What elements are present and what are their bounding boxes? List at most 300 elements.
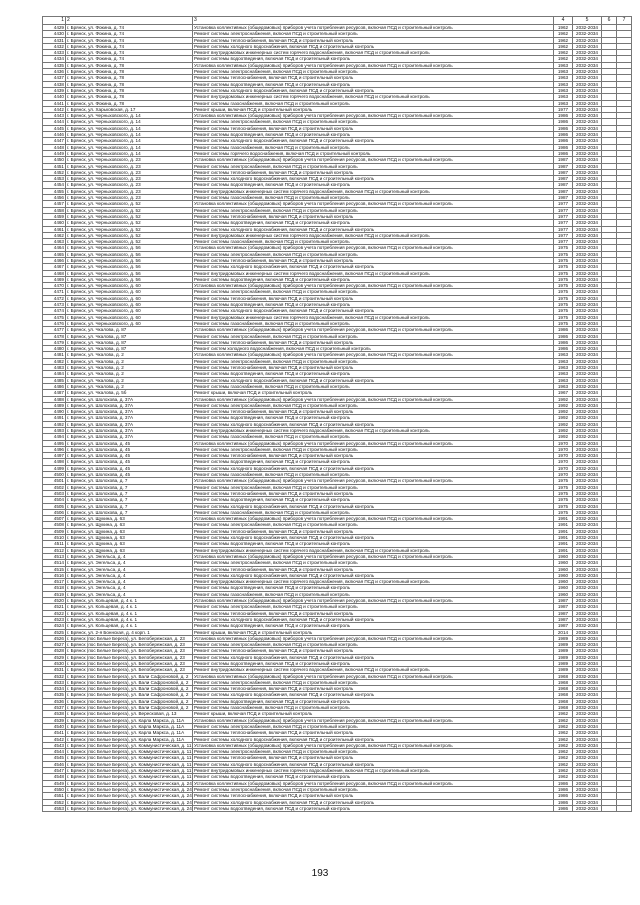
address-cell: г. Брянск, ул. Шолохова, д. 37А bbox=[66, 428, 193, 434]
work-type-cell: Ремонт системы водоотведения, включая ПСД и строительный контроль bbox=[193, 302, 554, 308]
address-cell: г. Брянск, ул. Шолохова, д. 7 bbox=[66, 478, 193, 484]
period-cell: 2032-2034 bbox=[573, 333, 602, 339]
work-type-cell: Ремонт системы теплоснабжения, включая ПСД и строительный контроль bbox=[193, 610, 554, 616]
address-cell: г. Брянск, ул. Кольцевая, д. 4 к. 1 bbox=[66, 610, 193, 616]
work-type-cell: Ремонт системы водоотведения, включая ПСД и строительный контроль bbox=[193, 497, 554, 503]
work-type-cell: Ремонт системы газоснабжения, включая ПСД и строительный контроль bbox=[193, 100, 554, 106]
build-year-cell: 1975 bbox=[554, 264, 573, 270]
work-type-cell: Ремонт системы водоотведения, включая ПСД и строительный контроль bbox=[193, 56, 554, 62]
period-cell: 2032-2034 bbox=[573, 377, 602, 383]
build-year-cell: 1962 bbox=[554, 736, 573, 742]
work-type-cell: Установка коллективных (общедомовых) приборов учета потребления ресурсов, включая ПСД и строительный контроль bbox=[193, 283, 554, 289]
build-year-cell: 1986 bbox=[554, 138, 573, 144]
row-number-cell: 4467 bbox=[43, 264, 66, 270]
row-number-cell: 4444 bbox=[43, 119, 66, 125]
period-cell: 2032-2034 bbox=[573, 37, 602, 43]
work-type-cell: Ремонт системы водоотведения, включая ПСД и строительный контроль bbox=[193, 774, 554, 780]
build-year-cell: 1986 bbox=[554, 799, 573, 805]
address-cell: г. Брянск (пос Белые Берега), ул. Вали Сафроновой, д. 2 bbox=[66, 692, 193, 698]
period-cell: 2032-2034 bbox=[573, 610, 602, 616]
build-year-cell: 1975 bbox=[554, 314, 573, 320]
address-cell: г. Брянск (пос Белые Берега), ул. Белобережская, д. 23 bbox=[66, 635, 193, 641]
period-cell: 2032-2034 bbox=[573, 157, 602, 163]
build-year-cell: 1962 bbox=[554, 768, 573, 774]
work-type-cell: Ремонт системы водоотведения, включая ПСД и строительный контроль bbox=[193, 371, 554, 377]
row-number-cell: 4448 bbox=[43, 144, 66, 150]
period-cell: 2032-2034 bbox=[573, 213, 602, 219]
work-type-cell: Ремонт системы электроснабжения, включая ПСД и строительный контроль bbox=[193, 522, 554, 528]
row-number-cell: 4484 bbox=[43, 371, 66, 377]
work-type-cell: Установка коллективных (общедомовых) приборов учета потребления ресурсов, включая ПСД и строительный контроль bbox=[193, 553, 554, 559]
row-number-cell: 4474 bbox=[43, 308, 66, 314]
address-cell: г. Брянск, ул. Черныховского, д. 60 bbox=[66, 295, 193, 301]
work-type-cell: Ремонт системы теплоснабжения, включая ПСД и строительный контроль bbox=[193, 648, 554, 654]
build-year-cell: 1987 bbox=[554, 604, 573, 610]
work-type-cell: Ремонт системы водоотведения, включая ПСД и строительный контроль bbox=[193, 660, 554, 666]
address-cell: г. Брянск (пос Белые Берега), ул. Карла Маркса, д. 11А bbox=[66, 723, 193, 729]
build-year-cell: 1977 bbox=[554, 226, 573, 232]
address-cell: г. Брянск, ул. Черныховского, д. 56 bbox=[66, 245, 193, 251]
address-cell: г. Брянск, ул. Черныховского, д. 14 bbox=[66, 119, 193, 125]
period-cell: 2032-2034 bbox=[573, 793, 602, 799]
build-year-cell: 1986 bbox=[554, 333, 573, 339]
address-cell: г. Брянск (пос Белые Берега), ул. Карла Маркса, д. 11А bbox=[66, 717, 193, 723]
column-header-3: 3 bbox=[193, 17, 554, 25]
work-type-cell: Ремонт системы холодного водоснабжения, включая ПСД и строительный контроль bbox=[193, 176, 554, 182]
period-cell: 2032-2034 bbox=[573, 692, 602, 698]
work-type-cell: Установка коллективных (общедомовых) приборов учета потребления ресурсов, включая ПСД и строительный контроль bbox=[193, 245, 554, 251]
build-year-cell: 1970 bbox=[554, 459, 573, 465]
work-type-cell: Установка коллективных (общедомовых) приборов учета потребления ресурсов, включая ПСД и строительный контроль bbox=[193, 717, 554, 723]
build-year-cell: 1977 bbox=[554, 239, 573, 245]
address-cell: г. Брянск, ул. Энгельса, д. 4 bbox=[66, 560, 193, 566]
address-cell: г. Брянск, ул. Чкалова, д. 2 bbox=[66, 352, 193, 358]
period-cell: 2032-2034 bbox=[573, 371, 602, 377]
address-cell: г. Брянск, ул. Шолохова, д. 45 bbox=[66, 472, 193, 478]
address-cell: г. Брянск, ул. Чкалова, д. 87 bbox=[66, 333, 193, 339]
row-number-cell: 4457 bbox=[43, 201, 66, 207]
address-cell: г. Брянск (пос Белые Берега), ул. Карла Маркса, д. 11А bbox=[66, 736, 193, 742]
address-cell: г. Брянск, ул. 2-я Боннская, д. 4 корп. 1 bbox=[66, 629, 193, 635]
work-type-cell: Установка коллективных (общедомовых) приборов учета потребления ресурсов, включая ПСД и строительный контроль bbox=[193, 352, 554, 358]
row-number-cell: 4472 bbox=[43, 295, 66, 301]
build-year-cell: 1963 bbox=[554, 81, 573, 87]
address-cell: г. Брянск, ул. Черныховского, д. 60 bbox=[66, 314, 193, 320]
period-cell: 2032-2034 bbox=[573, 195, 602, 201]
row-number-cell: 4547 bbox=[43, 768, 66, 774]
period-cell: 2032-2034 bbox=[573, 516, 602, 522]
work-type-cell: Установка коллективных (общедомовых) приборов учета потребления ресурсов, включая ПСД и строительный контроль bbox=[193, 780, 554, 786]
work-type-cell: Ремонт системы теплоснабжения, включая ПСД и строительный контроль bbox=[193, 755, 554, 761]
period-cell: 2032-2034 bbox=[573, 428, 602, 434]
period-cell: 2032-2034 bbox=[573, 465, 602, 471]
work-type-cell: Установка коллективных (общедомовых) приборов учета потребления ресурсов, включая ПСД и строительный контроль bbox=[193, 201, 554, 207]
work-type-cell: Ремонт системы холодного водоснабжения, включая ПСД и строительный контроль bbox=[193, 465, 554, 471]
row-number-cell: 4434 bbox=[43, 56, 66, 62]
address-cell: г. Брянск, ул. Черныховского, д. 60 bbox=[66, 302, 193, 308]
work-type-cell: Ремонт системы холодного водоснабжения, включая ПСД и строительный контроль bbox=[193, 503, 554, 509]
address-cell: г. Брянск, ул. Черныховского, д. 23 bbox=[66, 163, 193, 169]
row-number-cell: 4496 bbox=[43, 446, 66, 452]
row-number-cell: 4450 bbox=[43, 157, 66, 163]
row-number-cell: 4531 bbox=[43, 667, 66, 673]
period-cell: 2032-2034 bbox=[573, 490, 602, 496]
work-type-cell: Ремонт системы холодного водоснабжения, включая ПСД и строительный контроль bbox=[193, 799, 554, 805]
address-cell: г. Брянск, ул. Щукина, д. 63 bbox=[66, 528, 193, 534]
row-number-cell: 4550 bbox=[43, 786, 66, 792]
row-number-cell: 4430 bbox=[43, 31, 66, 37]
period-cell: 2032-2034 bbox=[573, 188, 602, 194]
row-number-cell: 4461 bbox=[43, 226, 66, 232]
build-year-cell: 1963 bbox=[554, 100, 573, 106]
address-cell: г. Брянск, ул. Фокина, д. 78 bbox=[66, 69, 193, 75]
address-cell: г. Брянск (пос Белые Берега), ул. Белобережская, д. 23 bbox=[66, 642, 193, 648]
build-year-cell: 1960 bbox=[554, 591, 573, 597]
period-cell: 2032-2034 bbox=[573, 201, 602, 207]
address-cell: г. Брянск (пос Белые Берега), ул. Карла Маркса, д. 11А bbox=[66, 730, 193, 736]
period-cell: 2032-2034 bbox=[573, 81, 602, 87]
address-cell: г. Брянск, ул. Чкалова, д. 2 bbox=[66, 377, 193, 383]
row-number-cell: 4495 bbox=[43, 440, 66, 446]
build-year-cell: 1975 bbox=[554, 497, 573, 503]
address-cell: г. Брянск (пос Белые Берега), ул. Вали Сафроновой, д. 2 bbox=[66, 705, 193, 711]
period-cell: 2032-2034 bbox=[573, 176, 602, 182]
build-year-cell: 1992 bbox=[554, 409, 573, 415]
build-year-cell: 1987 bbox=[554, 157, 573, 163]
build-year-cell: 1963 bbox=[554, 365, 573, 371]
work-type-cell: Ремонт системы теплоснабжения, включая ПСД и строительный контроль bbox=[193, 453, 554, 459]
period-cell: 2032-2034 bbox=[573, 585, 602, 591]
period-cell: 2032-2034 bbox=[573, 572, 602, 578]
build-year-cell: 1977 bbox=[554, 213, 573, 219]
address-cell: г. Брянск, ул. Чкалова, д. 87 bbox=[66, 327, 193, 333]
build-year-cell: 1986 bbox=[554, 113, 573, 119]
address-cell: г. Брянск, ул. Харьковская, д. 17 bbox=[66, 106, 193, 112]
address-cell: г. Брянск, ул. Черныховского, д. 52 bbox=[66, 239, 193, 245]
row-number-cell: 4440 bbox=[43, 94, 66, 100]
period-cell: 2032-2034 bbox=[573, 251, 602, 257]
period-cell: 2032-2034 bbox=[573, 742, 602, 748]
row-number-cell: 4442 bbox=[43, 106, 66, 112]
period-cell: 2032-2034 bbox=[573, 591, 602, 597]
period-cell: 2032-2034 bbox=[573, 232, 602, 238]
address-cell: г. Брянск, ул. Кольцевая, д. 4 к. 1 bbox=[66, 616, 193, 622]
period-cell: 2032-2034 bbox=[573, 780, 602, 786]
period-cell: 2032-2034 bbox=[573, 283, 602, 289]
build-year-cell: 1991 bbox=[554, 541, 573, 547]
period-cell: 2032-2034 bbox=[573, 459, 602, 465]
work-type-cell: Ремонт системы электроснабжения, включая ПСД и строительный контроль bbox=[193, 446, 554, 452]
period-cell: 2032-2034 bbox=[573, 163, 602, 169]
address-cell: г. Брянск, ул. Чкалова, д. 2 bbox=[66, 358, 193, 364]
build-year-cell: 1968 bbox=[554, 679, 573, 685]
work-type-cell: Ремонт системы электроснабжения, включая ПСД и строительный контроль bbox=[193, 679, 554, 685]
work-type-cell: Установка коллективных (общедомовых) приборов учета потребления ресурсов, включая ПСД и строительный контроль bbox=[193, 157, 554, 163]
build-year-cell: 1962 bbox=[554, 755, 573, 761]
address-cell: г. Брянск (пос Белые Берега), ул. Белобережская, д. 23 bbox=[66, 667, 193, 673]
build-year-cell: 1977 bbox=[554, 232, 573, 238]
row-number-cell: 4470 bbox=[43, 283, 66, 289]
work-type-cell: Ремонт внутридомовых инженерных систем горячего водоснабжения, включая ПСД и строительный контроль bbox=[193, 768, 554, 774]
work-type-cell: Ремонт крыши, включая ПСД и строительный контроль bbox=[193, 711, 554, 717]
row-number-cell: 4491 bbox=[43, 415, 66, 421]
row-number-cell: 4538 bbox=[43, 711, 66, 717]
period-cell: 2032-2034 bbox=[573, 365, 602, 371]
build-year-cell: 1992 bbox=[554, 428, 573, 434]
period-cell: 2032-2034 bbox=[573, 383, 602, 389]
period-cell: 2032-2034 bbox=[573, 730, 602, 736]
period-cell: 2032-2034 bbox=[573, 768, 602, 774]
work-type-cell: Ремонт системы холодного водоснабжения, включая ПСД и строительный контроль bbox=[193, 264, 554, 270]
page-number: 193 bbox=[311, 868, 329, 879]
work-type-cell: Ремонт системы теплоснабжения, включая ПСД и строительный контроль bbox=[193, 730, 554, 736]
row-number-cell: 4471 bbox=[43, 289, 66, 295]
build-year-cell: 1963 bbox=[554, 87, 573, 93]
address-cell: г. Брянск, ул. Черныховского, д. 52 bbox=[66, 213, 193, 219]
row-number-cell: 4546 bbox=[43, 761, 66, 767]
work-type-cell: Ремонт системы электроснабжения, включая ПСД и строительный контроль bbox=[193, 31, 554, 37]
work-type-cell: Ремонт системы холодного водоснабжения, включая ПСД и строительный контроль bbox=[193, 421, 554, 427]
build-year-cell: 1986 bbox=[554, 125, 573, 131]
build-year-cell: 1963 bbox=[554, 377, 573, 383]
row-number-cell: 4525 bbox=[43, 629, 66, 635]
build-year-cell: 1962 bbox=[554, 717, 573, 723]
work-type-cell: Ремонт системы электроснабжения, включая ПСД и строительный контроль bbox=[193, 402, 554, 408]
row-number-cell: 4533 bbox=[43, 679, 66, 685]
address-cell: г. Брянск (пос Белые Берега), ул. Коммунистическая, д. 11 bbox=[67, 774, 192, 780]
work-type-cell: Ремонт системы газоснабжения, включая ПСД и строительный контроль bbox=[193, 705, 554, 711]
period-cell: 2032-2034 bbox=[573, 62, 602, 68]
row-number-cell: 4529 bbox=[43, 654, 66, 660]
build-year-cell: 1962 bbox=[554, 31, 573, 37]
work-type-cell: Ремонт системы электроснабжения, включая ПСД и строительный контроль bbox=[193, 358, 554, 364]
address-cell: г. Брянск, ул. Черныховского, д. 14 bbox=[66, 150, 193, 156]
build-year-cell: 1975 bbox=[554, 295, 573, 301]
address-cell: г. Брянск, ул. Чкалова, д. 2 bbox=[66, 371, 193, 377]
build-year-cell: 1962 bbox=[554, 43, 573, 49]
row-number-cell: 4535 bbox=[43, 692, 66, 698]
period-cell: 2032-2034 bbox=[573, 358, 602, 364]
row-number-cell: 4536 bbox=[43, 698, 66, 704]
build-year-cell: 1986 bbox=[554, 780, 573, 786]
build-year-cell: 1986 bbox=[554, 327, 573, 333]
work-type-cell: Ремонт системы теплоснабжения, включая ПСД и строительный контроль bbox=[193, 528, 554, 534]
work-type-cell: Ремонт системы электроснабжения, включая ПСД и строительный контроль bbox=[193, 69, 554, 75]
period-cell: 2032-2034 bbox=[573, 302, 602, 308]
period-cell: 2032-2034 bbox=[573, 56, 602, 62]
row-number-cell: 4483 bbox=[43, 365, 66, 371]
build-year-cell: 1975 bbox=[554, 289, 573, 295]
address-cell: г. Брянск, ул. Черныховского, д. 14 bbox=[66, 113, 193, 119]
build-year-cell: 1963 bbox=[554, 383, 573, 389]
period-cell: 2032-2034 bbox=[573, 598, 602, 604]
period-cell: 2032-2034 bbox=[573, 100, 602, 106]
build-year-cell: 1960 bbox=[554, 572, 573, 578]
row-number-cell: 4432 bbox=[43, 43, 66, 49]
row-number-cell: 4509 bbox=[43, 528, 66, 534]
build-year-cell: 1968 bbox=[554, 686, 573, 692]
build-year-cell: 1989 bbox=[554, 660, 573, 666]
work-type-cell: Ремонт системы водоотведения, включая ПСД и строительный контроль bbox=[193, 623, 554, 629]
row-number-cell: 4526 bbox=[43, 635, 66, 641]
build-year-cell: 1970 bbox=[554, 440, 573, 446]
build-year-cell: 1960 bbox=[554, 585, 573, 591]
build-year-cell: 1962 bbox=[554, 37, 573, 43]
period-cell: 2032-2034 bbox=[573, 799, 602, 805]
row-number-cell: 4548 bbox=[43, 774, 66, 780]
period-cell: 2032-2034 bbox=[573, 75, 602, 81]
work-type-cell: Установка коллективных (общедомовых) приборов учета потребления ресурсов, включая ПСД и строительный контроль bbox=[193, 25, 554, 31]
period-cell: 2032-2034 bbox=[573, 169, 602, 175]
work-type-cell: Ремонт системы электроснабжения, включая ПСД и строительный контроль bbox=[193, 560, 554, 566]
period-cell: 2032-2034 bbox=[573, 308, 602, 314]
period-cell: 2032-2034 bbox=[573, 723, 602, 729]
row-number-cell: 4503 bbox=[43, 490, 66, 496]
period-cell: 2032-2034 bbox=[573, 125, 602, 131]
period-cell: 2032-2034 bbox=[573, 711, 602, 717]
period-cell: 2032-2034 bbox=[573, 69, 602, 75]
address-cell: г. Брянск, ул. Черныховского, д. 14 bbox=[66, 125, 193, 131]
row-number-cell: 4514 bbox=[43, 560, 66, 566]
row-number-cell: 4527 bbox=[43, 642, 66, 648]
build-year-cell: 1986 bbox=[554, 786, 573, 792]
address-cell: г. Брянск, ул. Шолохова, д. 7 bbox=[66, 490, 193, 496]
period-cell: 2032-2034 bbox=[573, 264, 602, 270]
build-year-cell: 1989 bbox=[554, 635, 573, 641]
row-number-cell: 4490 bbox=[43, 409, 66, 415]
work-type-cell: Установка коллективных (общедомовых) приборов учета потребления ресурсов, включая ПСД и строительный контроль bbox=[193, 635, 554, 641]
address-cell: г. Брянск, ул. Шолохова, д. 45 bbox=[66, 465, 193, 471]
address-cell: г. Брянск, ул. Щукина, д. 63 bbox=[66, 516, 193, 522]
row-number-cell: 4439 bbox=[43, 87, 66, 93]
build-year-cell: 1987 bbox=[554, 188, 573, 194]
work-type-cell: Ремонт системы теплоснабжения, включая ПСД и строительный контроль bbox=[193, 490, 554, 496]
row-number-cell: 4480 bbox=[43, 346, 66, 352]
build-year-cell: 1987 bbox=[554, 610, 573, 616]
address-cell: г. Брянск, ул. Шолохова, д. 37А bbox=[66, 402, 193, 408]
period-cell: 2032-2034 bbox=[573, 440, 602, 446]
work-type-cell: Ремонт системы водоотведения, включая ПСД и строительный контроль bbox=[193, 220, 554, 226]
work-type-cell: Ремонт внутридомовых инженерных систем горячего водоснабжения, включая ПСД и строительный контроль bbox=[193, 579, 554, 585]
period-cell: 2032-2034 bbox=[573, 579, 602, 585]
build-year-cell: 1989 bbox=[554, 667, 573, 673]
work-type-cell: Ремонт системы электроснабжения, включая ПСД и строительный контроль bbox=[193, 207, 554, 213]
period-cell: 2032-2034 bbox=[573, 327, 602, 333]
table-header-row bbox=[43, 17, 632, 25]
work-type-cell: Ремонт системы теплоснабжения, включая ПСД и строительный контроль bbox=[193, 339, 554, 345]
work-type-cell: Ремонт системы теплоснабжения, включая ПСД и строительный контроль bbox=[193, 365, 554, 371]
work-type-cell: Ремонт системы теплоснабжения, включая ПСД и строительный контроль bbox=[193, 686, 554, 692]
address-cell: г. Брянск (пос Белые Берега), ул. Коммунистическая, д. 11 bbox=[67, 755, 192, 761]
work-type-cell: Ремонт внутридомовых инженерных систем горячего водоснабжения, включая ПСД и строительный контроль bbox=[193, 94, 554, 100]
period-cell: 2032-2034 bbox=[573, 667, 602, 673]
work-type-cell: Ремонт крыши, включая ПСД и строительный контроль bbox=[193, 390, 554, 396]
build-year-cell: 1962 bbox=[554, 711, 573, 717]
work-type-cell: Ремонт системы теплоснабжения, включая ПСД и строительный контроль bbox=[193, 295, 554, 301]
work-type-cell: Ремонт системы электроснабжения, включая ПСД и строительный контроль bbox=[193, 333, 554, 339]
period-cell: 2032-2034 bbox=[573, 541, 602, 547]
address-cell: г. Брянск, ул. Фокина, д. 74 bbox=[66, 25, 193, 31]
row-number-cell: 4545 bbox=[43, 755, 66, 761]
column-header-5: 5 bbox=[573, 17, 602, 25]
row-number-cell: 4458 bbox=[43, 207, 66, 213]
period-cell: 2032-2034 bbox=[573, 717, 602, 723]
build-year-cell: 1977 bbox=[554, 220, 573, 226]
build-year-cell: 1975 bbox=[554, 245, 573, 251]
row-number-cell: 4530 bbox=[43, 660, 66, 666]
row-number-cell: 4433 bbox=[43, 50, 66, 56]
build-year-cell: 1991 bbox=[554, 547, 573, 553]
address-cell: г. Брянск, ул. Черныховского, д. 60 bbox=[66, 289, 193, 295]
period-cell: 2032-2034 bbox=[573, 402, 602, 408]
address-cell: г. Брянск (пос Белые Берега), ул. Коммунистическая, д. 24 bbox=[67, 793, 192, 799]
build-year-cell: 1977 bbox=[554, 207, 573, 213]
address-cell: г. Брянск, ул. Шолохова, д. 45 bbox=[66, 446, 193, 452]
row-number-cell: 4459 bbox=[43, 213, 66, 219]
work-type-cell: Ремонт системы газоснабжения, включая ПСД и строительный контроль bbox=[193, 472, 554, 478]
build-year-cell: 1989 bbox=[554, 654, 573, 660]
work-type-cell: Ремонт системы водоотведения, включая ПСД и строительный контроль bbox=[193, 276, 554, 282]
empty-cell bbox=[617, 805, 632, 811]
work-type-cell: Ремонт крыши, включая ПСД и строительный контроль bbox=[193, 629, 554, 635]
work-type-cell: Ремонт системы газоснабжения, включая ПСД и строительный контроль bbox=[193, 195, 554, 201]
address-cell: г. Брянск, ул. Шолохова, д. 45 bbox=[66, 459, 193, 465]
build-year-cell: 1962 bbox=[554, 742, 573, 748]
address-cell: г. Брянск, ул. Чкалова, д. 5б bbox=[66, 390, 193, 396]
work-type-cell: Установка коллективных (общедомовых) приборов учета потребления ресурсов, включая ПСД и строительный контроль bbox=[193, 62, 554, 68]
row-number-cell: 4523 bbox=[43, 616, 66, 622]
row-number-cell: 4520 bbox=[43, 598, 66, 604]
period-cell: 2032-2034 bbox=[573, 113, 602, 119]
address-cell: г. Брянск, ул. Шолохова, д. 45 bbox=[66, 440, 193, 446]
period-cell: 2032-2034 bbox=[573, 522, 602, 528]
build-year-cell: 1962 bbox=[554, 723, 573, 729]
build-year-cell: 1960 bbox=[554, 566, 573, 572]
period-cell: 2032-2034 bbox=[573, 553, 602, 559]
build-year-cell: 1991 bbox=[554, 528, 573, 534]
row-number-cell: 4539 bbox=[43, 717, 66, 723]
row-number-cell: 4492 bbox=[43, 421, 66, 427]
period-cell: 2032-2034 bbox=[573, 87, 602, 93]
work-type-cell: Ремонт системы теплоснабжения, включая ПСД и строительный контроль bbox=[193, 566, 554, 572]
row-number-cell: 4498 bbox=[43, 459, 66, 465]
address-cell: г. Брянск, ул. Черныховского, д. 52 bbox=[66, 232, 193, 238]
work-type-cell: Ремонт системы холодного водоснабжения, включая ПСД и строительный контроль bbox=[193, 43, 554, 49]
row-number-cell: 4528 bbox=[43, 648, 66, 654]
period-cell: 2032-2034 bbox=[573, 150, 602, 156]
document-page bbox=[42, 16, 626, 812]
row-number-cell: 4447 bbox=[43, 138, 66, 144]
row-number-cell: 4534 bbox=[43, 686, 66, 692]
work-type-cell: Ремонт системы холодного водоснабжения, включая ПСД и строительный контроль bbox=[193, 138, 554, 144]
row-number-cell: 4441 bbox=[43, 100, 66, 106]
address-cell: г. Брянск, ул. Шолохова, д. 37А bbox=[66, 415, 193, 421]
row-number-cell: 4518 bbox=[43, 585, 66, 591]
row-number-cell: 4540 bbox=[43, 723, 66, 729]
period-cell: 2032-2034 bbox=[573, 503, 602, 509]
build-year-cell: 1970 bbox=[554, 453, 573, 459]
build-year-cell: 1992 bbox=[554, 402, 573, 408]
period-cell: 2032-2034 bbox=[573, 220, 602, 226]
period-cell: 2032-2034 bbox=[573, 528, 602, 534]
address-cell: г. Брянск, ул. Шолохова, д. 7 bbox=[66, 497, 193, 503]
period-cell: 2032-2034 bbox=[573, 352, 602, 358]
address-cell: г. Брянск (пос Белые Берега), ул. Коммунистическая, д. 11 bbox=[67, 768, 192, 774]
column-header-4: 4 bbox=[554, 17, 573, 25]
build-year-cell: 1970 bbox=[554, 446, 573, 452]
address-cell: г. Брянск, ул. Энгельса, д. 4 bbox=[66, 585, 193, 591]
address-cell: г. Брянск (пос Белые Берега), ул. Вали Сафроновой, д. 2 bbox=[66, 698, 193, 704]
